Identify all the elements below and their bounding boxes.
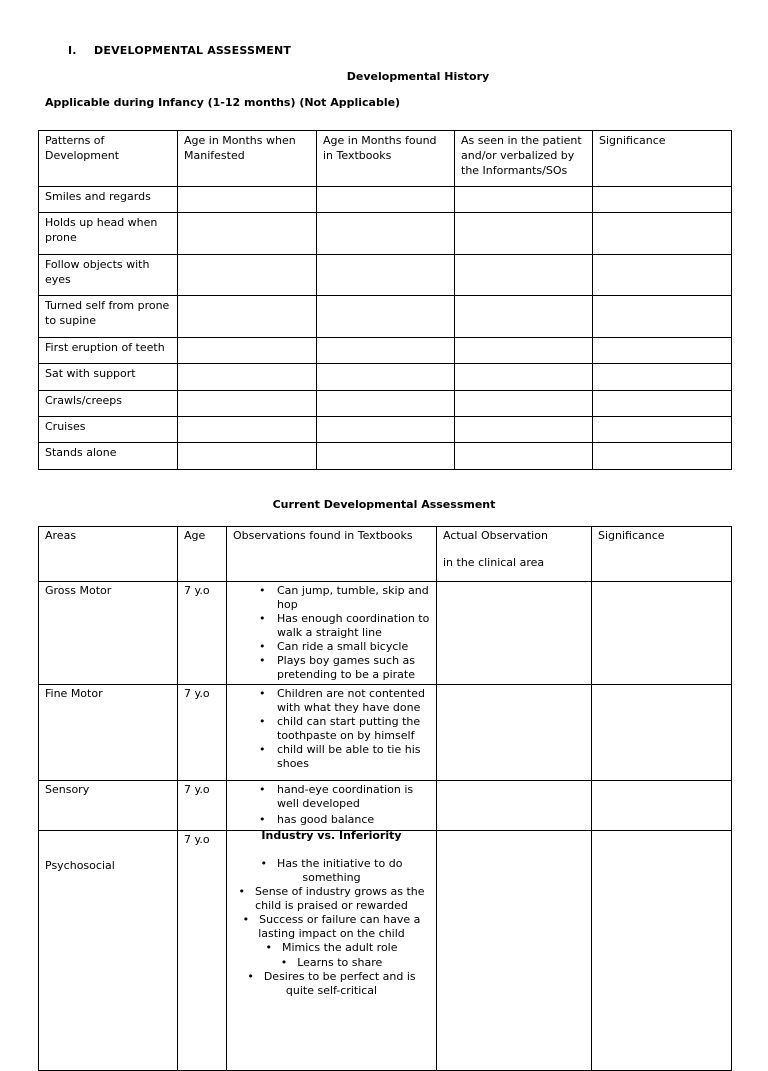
empty-cell[interactable] bbox=[455, 391, 593, 417]
empty-cell[interactable] bbox=[455, 417, 593, 443]
current-assessment-table bbox=[38, 526, 732, 1071]
empty-cell[interactable] bbox=[593, 417, 732, 443]
list-item: • child can start putting the toothpaste on by himself bbox=[259, 715, 430, 743]
pattern-cell: First eruption of teeth bbox=[39, 338, 178, 364]
empty-cell[interactable] bbox=[592, 685, 732, 781]
list-item: • Desires to be perfect and is quite self-critical bbox=[247, 970, 416, 997]
pattern-cell: Cruises bbox=[39, 417, 178, 443]
empty-cell[interactable] bbox=[178, 391, 317, 417]
pattern-cell: Smiles and regards bbox=[39, 187, 178, 213]
table-row bbox=[39, 213, 732, 255]
header-cell: Age bbox=[178, 527, 227, 582]
empty-cell[interactable] bbox=[592, 582, 732, 685]
empty-cell[interactable] bbox=[437, 685, 592, 781]
list-item: • has good balance bbox=[259, 813, 430, 827]
pattern-cell: Follow objects with eyes bbox=[39, 255, 178, 296]
age-cell: 7 y.o bbox=[178, 831, 227, 1071]
empty-cell[interactable] bbox=[178, 296, 317, 338]
area-cell: Fine Motor bbox=[39, 685, 178, 781]
actual-observation-line1: Actual Observation bbox=[443, 529, 548, 542]
table-row bbox=[39, 582, 732, 685]
observation-list bbox=[233, 687, 430, 771]
list-item: • Plays boy games such as pretending to be a pirate bbox=[259, 654, 430, 682]
area-cell bbox=[39, 831, 178, 1071]
empty-cell[interactable] bbox=[178, 364, 317, 391]
header-cell: Age in Months when Manifested bbox=[178, 131, 317, 187]
list-item: • Mimics the adult role bbox=[265, 941, 398, 954]
list-item: • Learns to share bbox=[280, 955, 383, 969]
empty-cell[interactable] bbox=[455, 296, 593, 338]
current-header-row bbox=[39, 527, 732, 582]
area-cell: Sensory bbox=[39, 781, 178, 831]
empty-cell[interactable] bbox=[455, 443, 593, 470]
observations-cell bbox=[227, 582, 437, 685]
empty-cell[interactable] bbox=[317, 255, 455, 296]
empty-cell[interactable] bbox=[178, 417, 317, 443]
empty-cell[interactable] bbox=[455, 338, 593, 364]
section-heading bbox=[68, 44, 291, 57]
history-subtitle: Applicable during Infancy (1-12 months) (Not Applicable) bbox=[45, 96, 401, 109]
table-row bbox=[39, 685, 732, 781]
table-row bbox=[39, 417, 732, 443]
list-item: • Has the initiative to do something bbox=[260, 857, 403, 884]
observations-cell bbox=[227, 685, 437, 781]
empty-cell[interactable] bbox=[592, 831, 732, 1071]
list-item: • hand-eye coordination is well developed bbox=[259, 783, 430, 811]
psychosocial-stage-heading: Industry vs. Inferiority bbox=[261, 829, 402, 842]
age-cell: 7 y.o bbox=[178, 582, 227, 685]
empty-cell[interactable] bbox=[593, 255, 732, 296]
observation-list bbox=[233, 857, 430, 997]
pattern-cell: Crawls/creeps bbox=[39, 391, 178, 417]
developmental-history-table bbox=[38, 130, 732, 470]
empty-cell[interactable] bbox=[455, 213, 593, 255]
age-cell: 7 y.o bbox=[178, 781, 227, 831]
history-header-row bbox=[39, 131, 732, 187]
empty-cell[interactable] bbox=[455, 255, 593, 296]
section-number: I. bbox=[68, 44, 77, 57]
empty-cell[interactable] bbox=[593, 443, 732, 470]
empty-cell[interactable] bbox=[593, 338, 732, 364]
empty-cell[interactable] bbox=[178, 213, 317, 255]
empty-cell[interactable] bbox=[317, 391, 455, 417]
header-cell: Significance bbox=[593, 131, 732, 187]
empty-cell[interactable] bbox=[317, 364, 455, 391]
table-row bbox=[39, 781, 732, 831]
list-item: • Can jump, tumble, skip and hop bbox=[259, 584, 430, 612]
header-cell: As seen in the patient and/or verbalized by the Informants/SOs bbox=[455, 131, 593, 187]
list-item: • Success or failure can have a lasting impact on the child bbox=[242, 913, 421, 940]
pattern-cell: Stands alone bbox=[39, 443, 178, 470]
empty-cell[interactable] bbox=[437, 582, 592, 685]
empty-cell[interactable] bbox=[593, 296, 732, 338]
header-cell: Areas bbox=[39, 527, 178, 582]
empty-cell[interactable] bbox=[593, 364, 732, 391]
empty-cell[interactable] bbox=[593, 187, 732, 213]
empty-cell[interactable] bbox=[317, 296, 455, 338]
header-cell: Observations found in Textbooks bbox=[227, 527, 437, 582]
observations-cell bbox=[227, 781, 437, 831]
empty-cell[interactable] bbox=[437, 831, 592, 1071]
observation-list bbox=[233, 584, 430, 682]
empty-cell[interactable] bbox=[455, 187, 593, 213]
empty-cell[interactable] bbox=[317, 417, 455, 443]
empty-cell[interactable] bbox=[317, 443, 455, 470]
observation-list bbox=[233, 783, 430, 827]
pattern-cell: Turned self from prone to supine bbox=[39, 296, 178, 338]
list-item: • child will be able to tie his shoes bbox=[259, 743, 430, 771]
area-cell: Gross Motor bbox=[39, 582, 178, 685]
empty-cell[interactable] bbox=[317, 338, 455, 364]
list-item: • Children are not contented with what they have done bbox=[259, 687, 430, 715]
empty-cell[interactable] bbox=[317, 187, 455, 213]
table-row bbox=[39, 338, 732, 364]
header-cell: Significance bbox=[592, 527, 732, 582]
table-row bbox=[39, 255, 732, 296]
pattern-cell: Holds up head when prone bbox=[39, 213, 178, 255]
table-row bbox=[39, 391, 732, 417]
actual-observation-line2: in the clinical area bbox=[443, 556, 545, 569]
list-item: • Has enough coordination to walk a straight line bbox=[259, 612, 430, 640]
empty-cell[interactable] bbox=[178, 255, 317, 296]
observations-cell bbox=[227, 831, 437, 1071]
empty-cell[interactable] bbox=[178, 443, 317, 470]
list-item: • Sense of industry grows as the child is praised or rewarded bbox=[238, 885, 425, 912]
table-row bbox=[39, 831, 732, 1071]
empty-cell[interactable] bbox=[437, 781, 592, 831]
table-row bbox=[39, 296, 732, 338]
empty-cell[interactable] bbox=[593, 391, 732, 417]
list-item: • Can ride a small bicycle bbox=[259, 640, 430, 654]
empty-cell[interactable] bbox=[178, 187, 317, 213]
area-label: Psychosocial bbox=[45, 859, 115, 872]
table-row bbox=[39, 364, 732, 391]
empty-cell[interactable] bbox=[317, 213, 455, 255]
section-title: DEVELOPMENTAL ASSESSMENT bbox=[94, 44, 292, 57]
table-row bbox=[39, 187, 732, 213]
pattern-cell: Sat with support bbox=[39, 364, 178, 391]
header-cell bbox=[437, 527, 592, 582]
empty-cell[interactable] bbox=[455, 364, 593, 391]
history-title: Developmental History bbox=[346, 70, 490, 83]
empty-cell[interactable] bbox=[592, 781, 732, 831]
header-cell: Patterns of Development bbox=[39, 131, 178, 187]
empty-cell[interactable] bbox=[178, 338, 317, 364]
table-row bbox=[39, 443, 732, 470]
empty-cell[interactable] bbox=[593, 213, 732, 255]
header-cell: Age in Months found in Textbooks bbox=[317, 131, 455, 187]
age-cell: 7 y.o bbox=[178, 685, 227, 781]
current-title: Current Developmental Assessment bbox=[272, 498, 496, 511]
